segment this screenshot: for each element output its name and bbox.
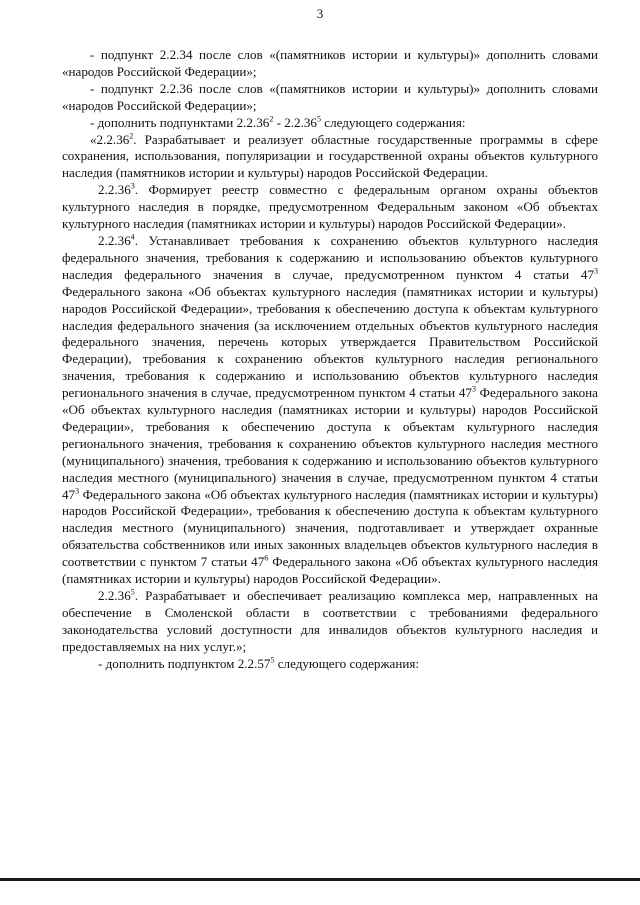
text-segment: . Разрабатывает и реализует областные государственные программы в сфере сохранения, использования, популяризации и государственной охраны объектов культурного наследия (памятников истории и культуры) народов Российской Федерации.: [62, 131, 598, 181]
text-segment: 2.2.36: [98, 232, 131, 248]
superscript: 4: [130, 232, 135, 242]
superscript: 3: [594, 266, 598, 276]
page-number: 3: [316, 6, 324, 21]
text-segment: Федерального закона «Об объектах культурного наследия (памятниках истории и культуры) народов Российской Федерации», требования к обеспечению доступа к объектам культурного наследия регионального значения, требования к сохранению объектов культурного наследия местного (муниципального) значения, требования к содержанию и использованию объектов культурного наследия местного (муниципального) значения в случае, предусмотренном пунктом 4 статьи 47: [62, 385, 598, 502]
text-segment: следующего содержания:: [274, 655, 420, 671]
paragraph-2-2-36-5: [62, 588, 598, 656]
paragraph-2-2-36-3: [62, 182, 598, 233]
superscript: 2: [269, 114, 274, 124]
text-segment: 2.2.36: [98, 588, 131, 603]
text-segment: 2.2.36: [98, 182, 131, 198]
superscript: 5: [316, 114, 321, 124]
superscript: 3: [75, 486, 80, 496]
superscript: 3: [471, 384, 476, 394]
text-segment: . Устанавливает требования к сохранению объектов культурного наследия федерального значения, требования к содержанию и использованию объектов культурного наследия федерального значения в случае, предусмотренном пунктом 4 статьи 47: [62, 232, 598, 282]
superscript: 5: [270, 655, 275, 665]
text-segment: - дополнить подпунктами 2.2.36: [90, 114, 270, 130]
paragraph-2-2-36-4: [62, 233, 598, 588]
text-segment: Федерального закона «Об объектах культурного наследия (памятниках истории и культуры) народов Российской Федерации», требования к обеспечению доступа к объектам культурного наследия федерального значения (за исключением отдельных объектов культурного наследия федерального значения, перечень которых утверждается Правительством Российской Федерации), требования к сохранению объектов культурного наследия регионального значения, требования к содержанию и использованию объектов культурного наследия регионального значения в случае, предусмотренном пунктом 4 статьи 47: [62, 283, 598, 401]
text-segment: следующего содержания:: [320, 114, 466, 130]
superscript: 2: [129, 131, 134, 141]
text-segment: - 2.2.36: [273, 114, 317, 130]
page-bottom-rule: [0, 878, 640, 881]
superscript: 5: [130, 587, 135, 597]
text-segment: . Формирует реестр совместно с федеральным органом охраны объектов культурного наследия в порядке, предусмотренном Федеральным законом «Об объектах культурного наследия (памятниках истории и культуры) народов Российской Федерации».: [62, 182, 598, 232]
text-segment: Федерального закона «Об объектах культурного наследия (памятниках истории и культуры) народов Российской Федерации», требования к обеспечению доступа к объектам культурного наследия местного (муниципального) значения, подготавливает и утверждает охранные обязательства собственников или иных законных владельцев объектов культурного наследия в соответствии с пунктом 7 статьи 47: [62, 486, 598, 570]
paragraph-amend-2-2-36: - подпункт 2.2.36 после слов «(памятников истории и культуры)» дополнить словами «народов Российской Федерации»;: [62, 80, 598, 113]
superscript: 6: [264, 553, 269, 563]
paragraph-amend-2-2-34: - подпункт 2.2.34 после слов «(памятников истории и культуры)» дополнить словами «народов Российской Федерации»;: [62, 47, 598, 79]
paragraph-2-2-36-2: [62, 132, 598, 183]
text-segment: . Разрабатывает и обеспечивает реализацию комплекса мер, направленных на обеспечение в Смоленской области в соответствии с требованиями федерального законодательства условий доступности для инвалидов объектов культурного наследия и предоставляемых на них услуг.»;: [62, 588, 598, 654]
paragraph-add-subpoints: [62, 115, 598, 132]
paragraph-add-2-2-57: [62, 656, 598, 673]
text-segment: Федерального закона «Об объектах культурного наследия (памятниках истории и культуры) народов Российской Федерации».: [62, 554, 599, 587]
text-segment: «2.2.36: [90, 131, 130, 147]
document-body: [62, 47, 598, 673]
superscript: 3: [130, 181, 135, 191]
text-segment: - дополнить подпунктом 2.2.57: [98, 655, 271, 671]
